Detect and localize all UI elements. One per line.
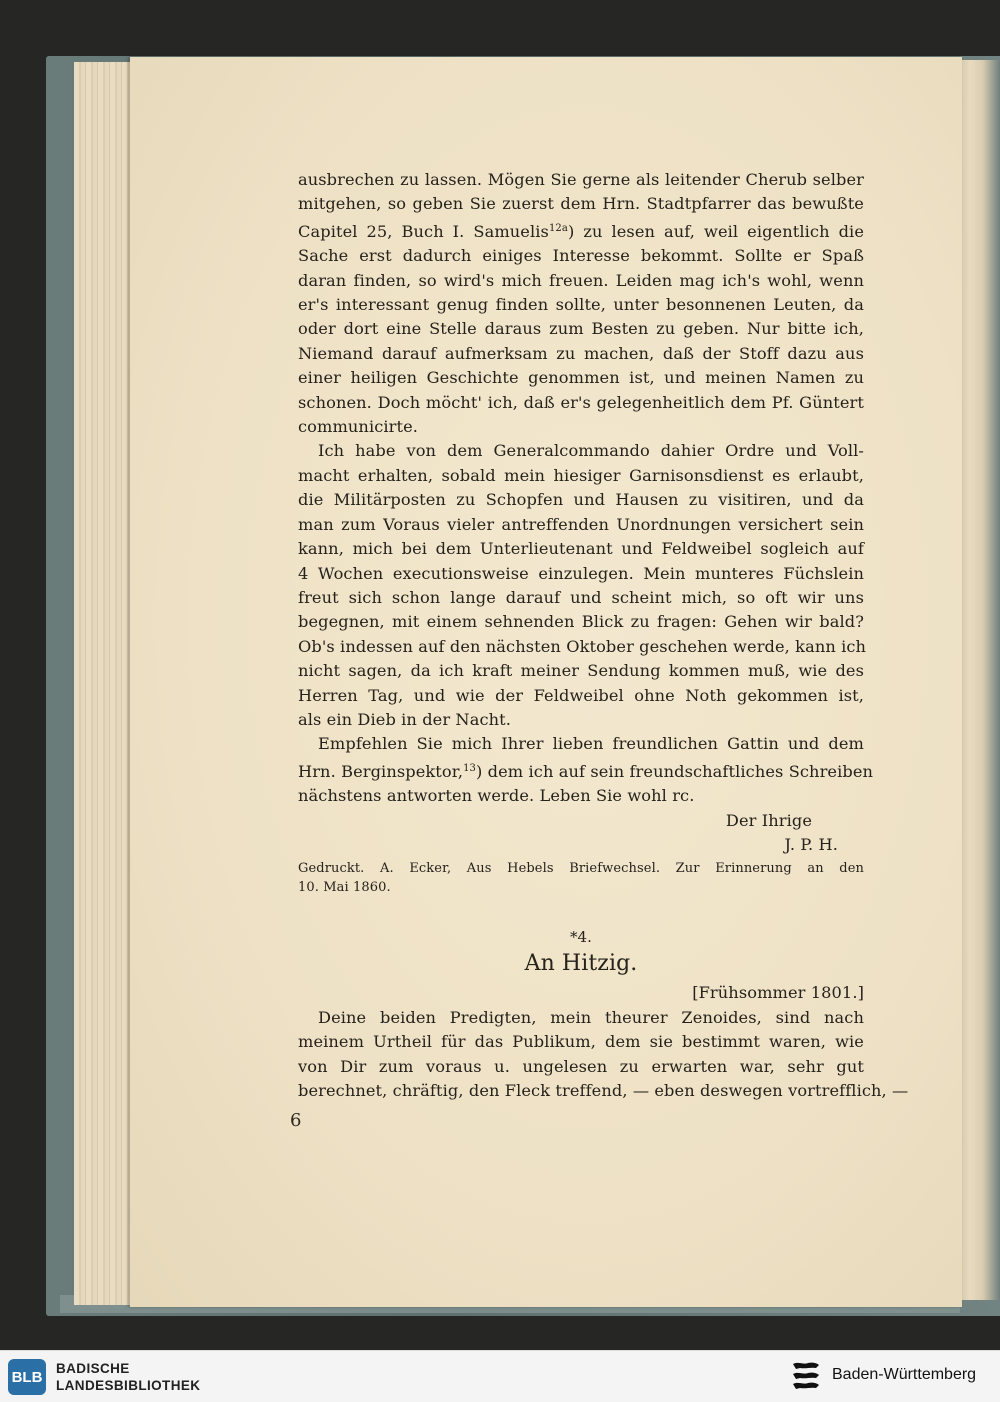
text-line: begegnen, mit einem sehnenden Blick zu fragen: Gehen wir bald? (298, 612, 864, 632)
text-line: 4 Wochen executionsweise einzulegen. Mein munteres Füchslein (298, 563, 864, 583)
page-stack-edge (74, 62, 134, 1305)
viewer-footer (0, 1350, 1000, 1402)
page-number: 6 (290, 1110, 302, 1131)
text-line: er's interessant genug finden sollte, unter besonnenen Leuten, da (298, 295, 864, 315)
text-line: daran finden, so wird's mich freuen. Leiden mag ich's wohl, wenn (298, 270, 864, 290)
state-name[interactable]: Baden-Württemberg (832, 1366, 977, 1383)
text-line: von Dir zum voraus u. ungelesen zu erwarten war, sehr gut (298, 1056, 864, 1076)
text-line: man zum Voraus vieler antreffenden Unordnungen versichert sein (298, 514, 864, 534)
text-line: die Militärposten zu Schopfen und Hausen zu visitiren, und da (298, 490, 864, 510)
text-line: einer heiligen Geschichte genommen ist, und meinen Namen zu (298, 368, 864, 388)
book-page (130, 57, 962, 1307)
text-line: nicht sagen, da ich kraft meiner Sendung kommen muß, wie des (298, 661, 864, 681)
text-line: Niemand darauf aufmerksam zu machen, daß der Stoff dazu aus (298, 343, 864, 363)
text-line: mitgehen, so geben Sie zuerst dem Hrn. Stadtpfarrer das bewußte (298, 194, 864, 214)
blb-logo-icon[interactable]: BLB (8, 1359, 46, 1395)
footnote-ref: 13 (463, 762, 476, 774)
text-line: Deine beiden Predigten, mein theurer Zenoides, sind nach (318, 1007, 864, 1027)
lion-emblem-icon (790, 1359, 822, 1395)
text-line: als ein Dieb in der Nacht. (298, 709, 511, 729)
text-line: ausbrechen zu lassen. Mögen Sie gerne als leitender Cherub selber (298, 170, 864, 189)
text-line: schonen. Doch möcht' ich, daß er's gelegenheitlich dem Pf. Güntert (298, 392, 864, 412)
text-line: Ob's indessen auf den nächsten Oktober geschehen werde, kann ich (298, 636, 867, 656)
text-line: Empfehlen Sie mich Ihrer lieben freundlichen Gattin und dem (318, 734, 864, 754)
text-line: Ich habe von dem Generalcommando dahier Ordre und Voll- (318, 441, 864, 461)
letter-signature: J. P. H. (784, 834, 838, 854)
source-note: Gedruckt. A. Ecker, Aus Hebels Briefwechsel. Zur Erinnerung an den 10. Mai 1860. (298, 861, 864, 896)
text-line: kann, mich bei dem Unterlieutenant und Feldweibel sogleich auf (298, 539, 864, 559)
facing-page-edge (957, 60, 1000, 1300)
text-line: macht erhalten, sobald mein hiesiger Garnisonsdienst es erlaubt, (298, 465, 864, 485)
text-line: freut sich schon lange darauf und scheint mich, so oft wir uns (298, 587, 864, 607)
text-line: oder dort eine Stelle daraus zum Besten zu geben. Nur bitte ich, (298, 319, 864, 339)
text-line: nächstens antworten werde. Leben Sie wohl rc. (298, 786, 695, 806)
letter-closing: Der Ihrige (725, 810, 812, 830)
text-line: communicirte. (298, 417, 419, 437)
letter-heading: An Hitzig. (524, 951, 638, 977)
page-text (298, 168, 909, 1103)
text-line: Hrn. Berginspektor,$^{13}$) dem ich auf sein freundschaftliches Schreiben (298, 761, 874, 781)
letter-date: [Frühsommer 1801.] (692, 983, 864, 1003)
letter-number: *4. (569, 928, 593, 947)
text-line: Herren Tag, und wie der Feldweibel ohne Noth gekommen ist, (298, 685, 864, 705)
library-name[interactable]: BADISCHE LANDESBIBLIOTHEK (56, 1361, 201, 1393)
text-line: Capitel 25, Buch I. Samuelis$^{12a}$) zu lesen auf, weil eigentlich die (298, 221, 864, 241)
footnote-ref: 12a (548, 222, 568, 234)
text-line: Sache erst dadurch einiges Interesse bekommt. Sollte er Spaß (298, 246, 864, 266)
text-line: berechnet, chräftig, den Fleck treffend, — eben deswegen vortrefflich, — (298, 1081, 909, 1100)
text-line: meinem Urtheil für das Publikum, dem sie bestimmt waren, wie (298, 1032, 864, 1052)
